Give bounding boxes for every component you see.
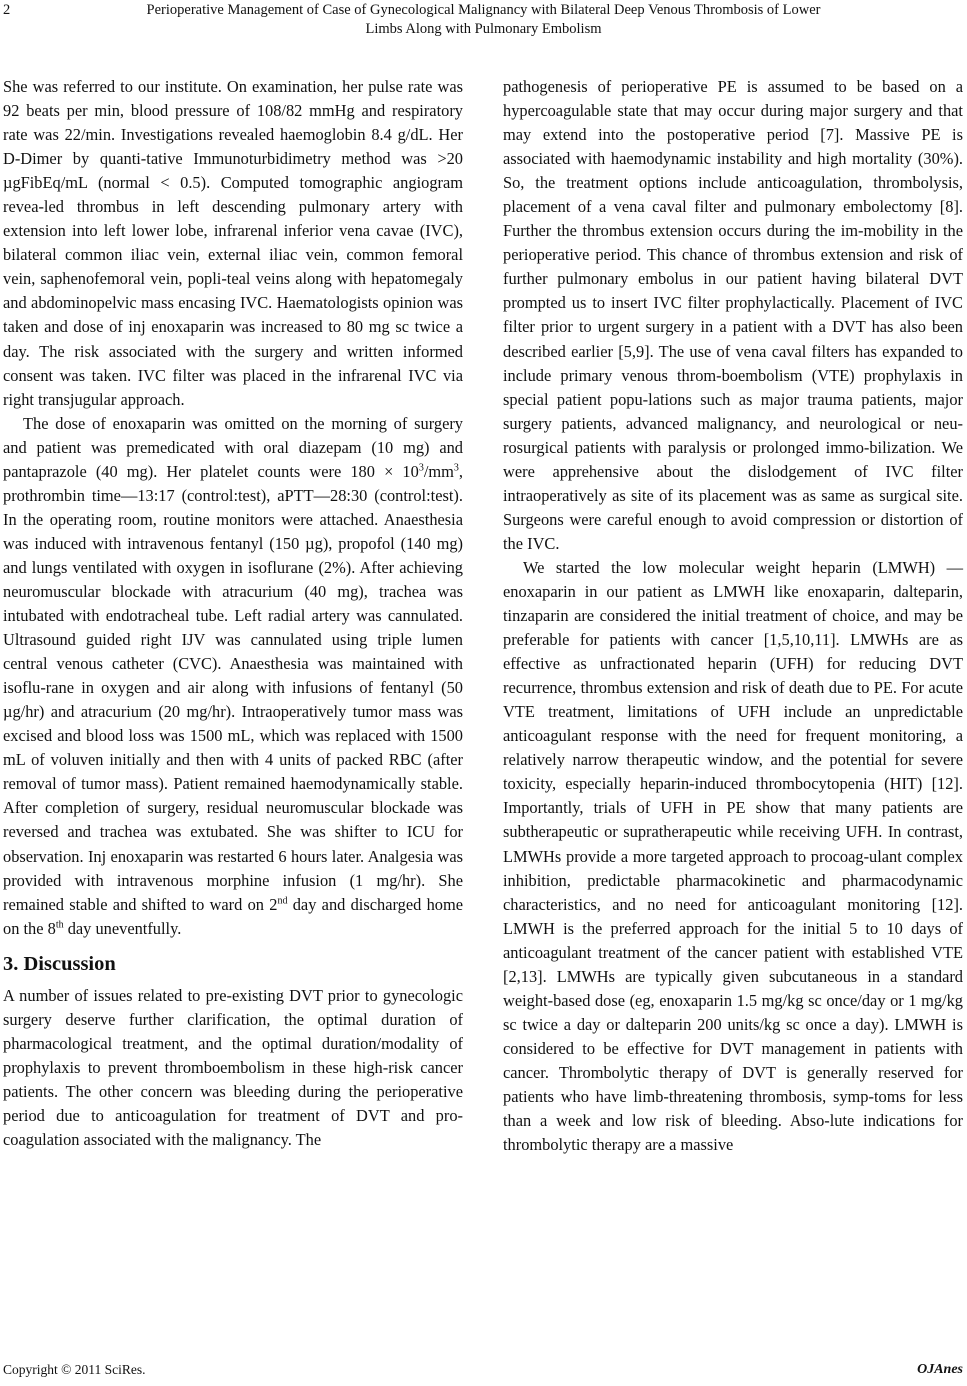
discussion-paragraph-1: A number of issues related to pre-existing DVT prior to gynecologic surgery deserve further clarification, the optimal duration of pharmacological treatment, and the optimal duration/modality of prophylaxis to prevent thromboembolism in these high-risk cancer patients. The other concern was bleeding during the perioperative period due to anticoagulation for treatment of DVT and pro-coagulation associated with the malignancy. The <box>3 985 463 1149</box>
journal-footer: OJAnes <box>917 1362 963 1377</box>
section-heading-discussion: 3. Discussion <box>3 952 116 975</box>
discussion-paragraph-3: We started the low molecular weight heparin (LMWH) —enoxaparin in our patient as LMWH like enoxaparin, dalteparin, tinzaparin are considered the initial treatment of choice, and may be preferable for patients with cancer [1,5,10,11]. LMWHs are as effective as unfractionated heparin (UFH) for reducing DVT recurrence, thrombus extension and risk of death due to PE. For acute VTE treatment, limitations of UFH include an unpredictable anticoagulant response with the need for frequent monitoring, a relatively narrow therapeutic window, and the potential for severe toxicity, especially heparin-induced thrombocytopenia (HIT) [12]. Importantly, trials of UFH in PE show that many patients are subtherapeutic or supratherapeutic while receiving UFH. In contrast, LMWHs provide a more targeted approach to procoag-ulant complex inhibition, predictable pharmacokinetic and pharmacodynamic characteristics, and no need for anticoagulant monitoring [12]. LMWH is the preferred approach for the initial 5 to 10 days of anticoagulant treatment of the cancer patient with established VTE [2,13]. LMWHs are typically given subcutaneous in a standard weight-based dose (eg, enoxaparin 1.5 mg/kg sc once/day or 1 mg/kg sc twice a day or dalteparin 200 units/kg sc once a day). LMWH is considered to be effective for DVT management in patients with cancer. Thrombolytic therapy of DVT is generally reserved for patients who have limb-threatening thrombosis, symp-toms for less than a week and low risk of bleeding. Abso-lute indications for thrombolytic therapy are a massive <box>503 557 963 1155</box>
running-head-line-2: Limbs Along with Pulmonary Embolism <box>365 21 602 37</box>
copyright-footer: Copyright © 2011 SciRes. <box>3 1362 146 1377</box>
page-number: 2 <box>3 2 11 18</box>
running-head <box>20 1 947 39</box>
case-paragraph-2: The dose of enoxaparin was omitted on the morning of surgery and patient was premedicated with oral diazepam (10 mg) and pantaprazole (40 mg). Her platelet counts were $180 \times 10^3/mm^3$, prothrombin time—13:17 (control:test), aPTT—28:30 (control:test). In the operating room, routine monitors were attached. Anaesthesia was induced with intravenous fentanyl (150 µg), propofol (140 mg) and lungs ventilated with oxygen in isoflurane (2%). After achieving neuromuscular blockade with atracurium (40 mg), trachea was intubated with endotracheal tube. Left radial artery was cannulated. Ultrasound guided right IJV was cannulated using triple lumen central venous catheter (CVC). Anaesthesia was maintained with isoflu-rane in oxygen and air along with infusions of fentanyl (50 µg/hr) and atracurium (20 mg/hr). Intraoperatively tumor mass was excised and blood loss was 1500 mL, which was replaced with 1500 mL of voluven initially and then with 4 units of packed RBC (after removal of tumor mass). Patient remained haemodynamically stable. After completion of surgery, residual neuromuscular blockade was reversed and trachea was extubated. She was shifter to ICU for observation. Inj enoxaparin was restarted 6 hours later. Analgesia was provided with intravenous morphine infusion (1 mg/hr). She remained stable and shifted to ward on 2nd day and discharged home on the 8th day uneventfully. <box>3 413 463 938</box>
case-paragraph-1: She was referred to our institute. On examination, her pulse rate was 92 beats per min, blood pressure of 108/82 mmHg and respiratory rate was 22/min. Investigations revealed haemoglobin 8.4 g/dL. Her D-Dimer by quanti-tative Immunoturbidimetry method was >20 µgFibEq/mL (normal < 0.5). Computed tomographic angiogram revea-led thrombus in left descending pulmonary artery with extension into left lower lobe, infrarenal inferior vena cavae (IVC), bilateral common iliac vein, external iliac vein, common femoral vein, saphenofemoral vein, popli-teal veins along with hepatomegaly and abdominopelvic mass encasing IVC. Haematologists opinion was taken and dose of inj enoxaparin was increased to 80 mg sc twice a day. The risk associated with the surgery and written informed consent was taken. IVC filter was placed in the infrarenal IVC via right transjugular approach. <box>3 77 463 409</box>
right-column <box>503 75 963 1157</box>
running-head-line-1: Perioperative Management of Case of Gynecological Malignancy with Bilateral Deep Venous Thrombosis of Lower <box>146 2 821 18</box>
left-column <box>3 75 463 1152</box>
discussion-paragraph-2: pathogenesis of perioperative PE is assumed to be based on a hypercoagulable state that may occur during major surgery and that may extend into the postoperative period [7]. Massive PE is associated with haemodynamic instability and high mortality (30%). So, the treatment options include anticoagulation, thrombolysis, placement of a vena caval filter and pulmonary embolectomy [8]. Further the thrombus extension occurs during the im-mobility in the perioperative period. This chance of thrombus extension and risk of further pulmonary embolus in our patient having bilateral DVT prompted us to insert IVC filter prophylactically. Placement of IVC filter prior to urgent surgery in a patient with a DVT has also been described earlier [5,9]. The use of vena caval filters has expanded to include primary venous throm-boembolism (VTE) prophylaxis in special patient popu-lations such as major trauma patients, major surgery patients, advanced malignancy, and neurological or neu-rosurgical patients with paralysis or prolonged immo-bilization. We were apprehensive about the dislodgement of IVC filter intraoperatively as site of its placement was as same as surgical site. Surgeons were careful enough to avoid compression or distortion of the IVC. <box>503 77 963 553</box>
